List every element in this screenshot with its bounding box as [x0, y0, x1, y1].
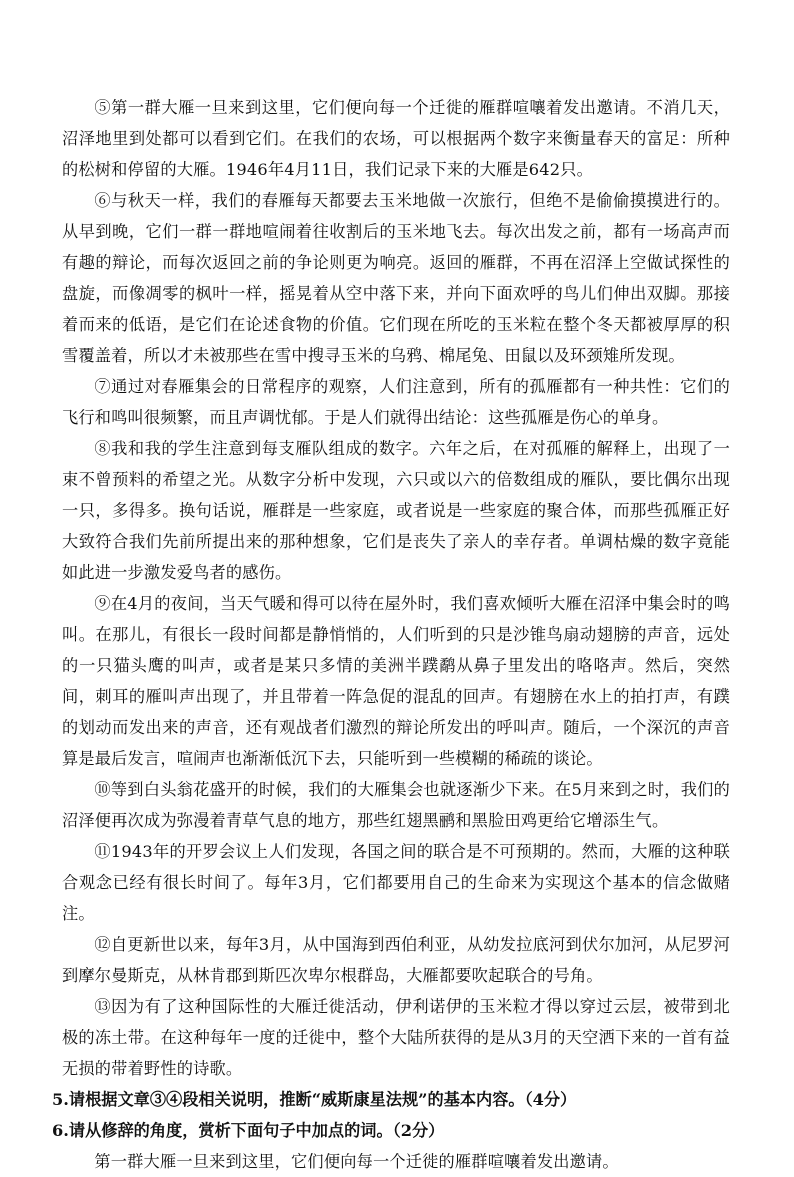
paragraph-13: ⑬因为有了这种国际性的大雁迁徙活动，伊利诺伊的玉米粒才得以穿过云层，被带到北极的冻土带。在这种每年一度的迁徙中，整个大陆所获得的是从3月的天空洒下来的一首有益无损的带着野性的诗歌。	[62, 997, 730, 1078]
question-6: 6.请从修辞的角度，赏析下面句子中加点的词。（2分）	[52, 1121, 445, 1140]
paragraph-8: ⑧我和我的学生注意到每支雁队组成的数字。六年之后，在对孤雁的解释上，出现了一束不曾预料的希望之光。从数字分析中发现，六只或以六的倍数组成的雁队，要比偶尔出现一只，多得多。换句话说，雁群是一些家庭，或者说是一些家庭的聚合体，而那些孤雁正好大致符合我们先前所提出来的那种想象，它们是丧失了亲人的幸存者。单调枯燥的数字竟能如此进一步激发爱鸟者的感伤。	[62, 439, 730, 582]
paragraph-5: ⑤第一群大雁一旦来到这里，它们便向每一个迁徙的雁群喧嚷着发出邀请。不消几天，沼泽地里到处都可以看到它们。在我们的农场，可以根据两个数字来衡量春天的富足：所种的松树和停留的大雁。1946年4月11日，我们记录下来的大雁是642只。	[62, 98, 730, 179]
document-page	[52, 92, 730, 1177]
paragraph-10: ⑩等到白头翁花盛开的时候，我们的大雁集会也就逐渐少下来。在5月来到之时，我们的沼泽便再次成为弥漫着青草气息的地方，那些红翅黑鹂和黑脸田鸡更给它增添生气。	[62, 780, 730, 830]
paragraph-6: ⑥与秋天一样，我们的春雁每天都要去玉米地做一次旅行，但绝不是偷偷摸摸进行的。从早到晚，它们一群一群地喧闹着往收割后的玉米地飞去。每次出发之前，都有一场高声而有趣的辩论，而每次返回之前的争论则更为响亮。返回的雁群，不再在沼泽上空做试探性的盘旋，而像凋零的枫叶一样，摇晃着从空中落下来，并向下面欢呼的鸟儿们伸出双脚。那接着而来的低语，是它们在论述食物的价值。它们现在所吃的玉米粒在整个冬天都被厚厚的积雪覆盖着，所以才未被那些在雪中搜寻玉米的乌鸦、棉尾兔、田鼠以及环颈雉所发现。	[62, 191, 730, 365]
question-5: 5.请根据文章③④段相关说明，推断“威斯康星法规”的基本内容。（4分）	[52, 1090, 577, 1109]
paragraph-9: ⑨在4月的夜间，当天气暖和得可以待在屋外时，我们喜欢倾听大雁在沼泽中集会时的鸣叫。在那儿，有很长一段时间都是静悄悄的，人们听到的只是沙锥鸟扇动翅膀的声音，远处的一只猫头鹰的叫声，或者是某只多情的美洲半蹼鹬从鼻子里发出的咯咯声。然后，突然间，刺耳的雁叫声出现了，并且带着一阵急促的混乱的回声。有翅膀在水上的拍打声，有蹼的划动而发出来的声音，还有观战者们激烈的辩论所发出的呼叫声。随后，一个深沉的声音算是最后发言，喧闹声也渐渐低沉下去，只能听到一些模糊的稀疏的谈论。	[62, 594, 730, 768]
paragraph-7: ⑦通过对春雁集会的日常程序的观察，人们注意到，所有的孤雁都有一种共性：它们的飞行和鸣叫很频繁，而且声调忧郁。于是人们就得出结论：这些孤雁是伤心的单身。	[62, 377, 730, 427]
quoted-sentence: 第一群大雁一旦来到这里，它们便向每一个迁徙的雁群喧嚷着发出邀请。	[94, 1152, 619, 1171]
paragraph-12: ⑫自更新世以来，每年3月，从中国海到西伯利亚，从幼发拉底河到伏尔加河，从尼罗河到摩尔曼斯克，从林肯郡到斯匹次卑尔根群岛，大雁都要吹起联合的号角。	[62, 935, 730, 985]
paragraph-11: ⑪1943年的开罗会议上人们发现，各国之间的联合是不可预期的。然而，大雁的这种联合观念已经有很长时间了。每年3月，它们都要用自己的生命来为实现这个基本的信念做赌注。	[62, 842, 730, 923]
